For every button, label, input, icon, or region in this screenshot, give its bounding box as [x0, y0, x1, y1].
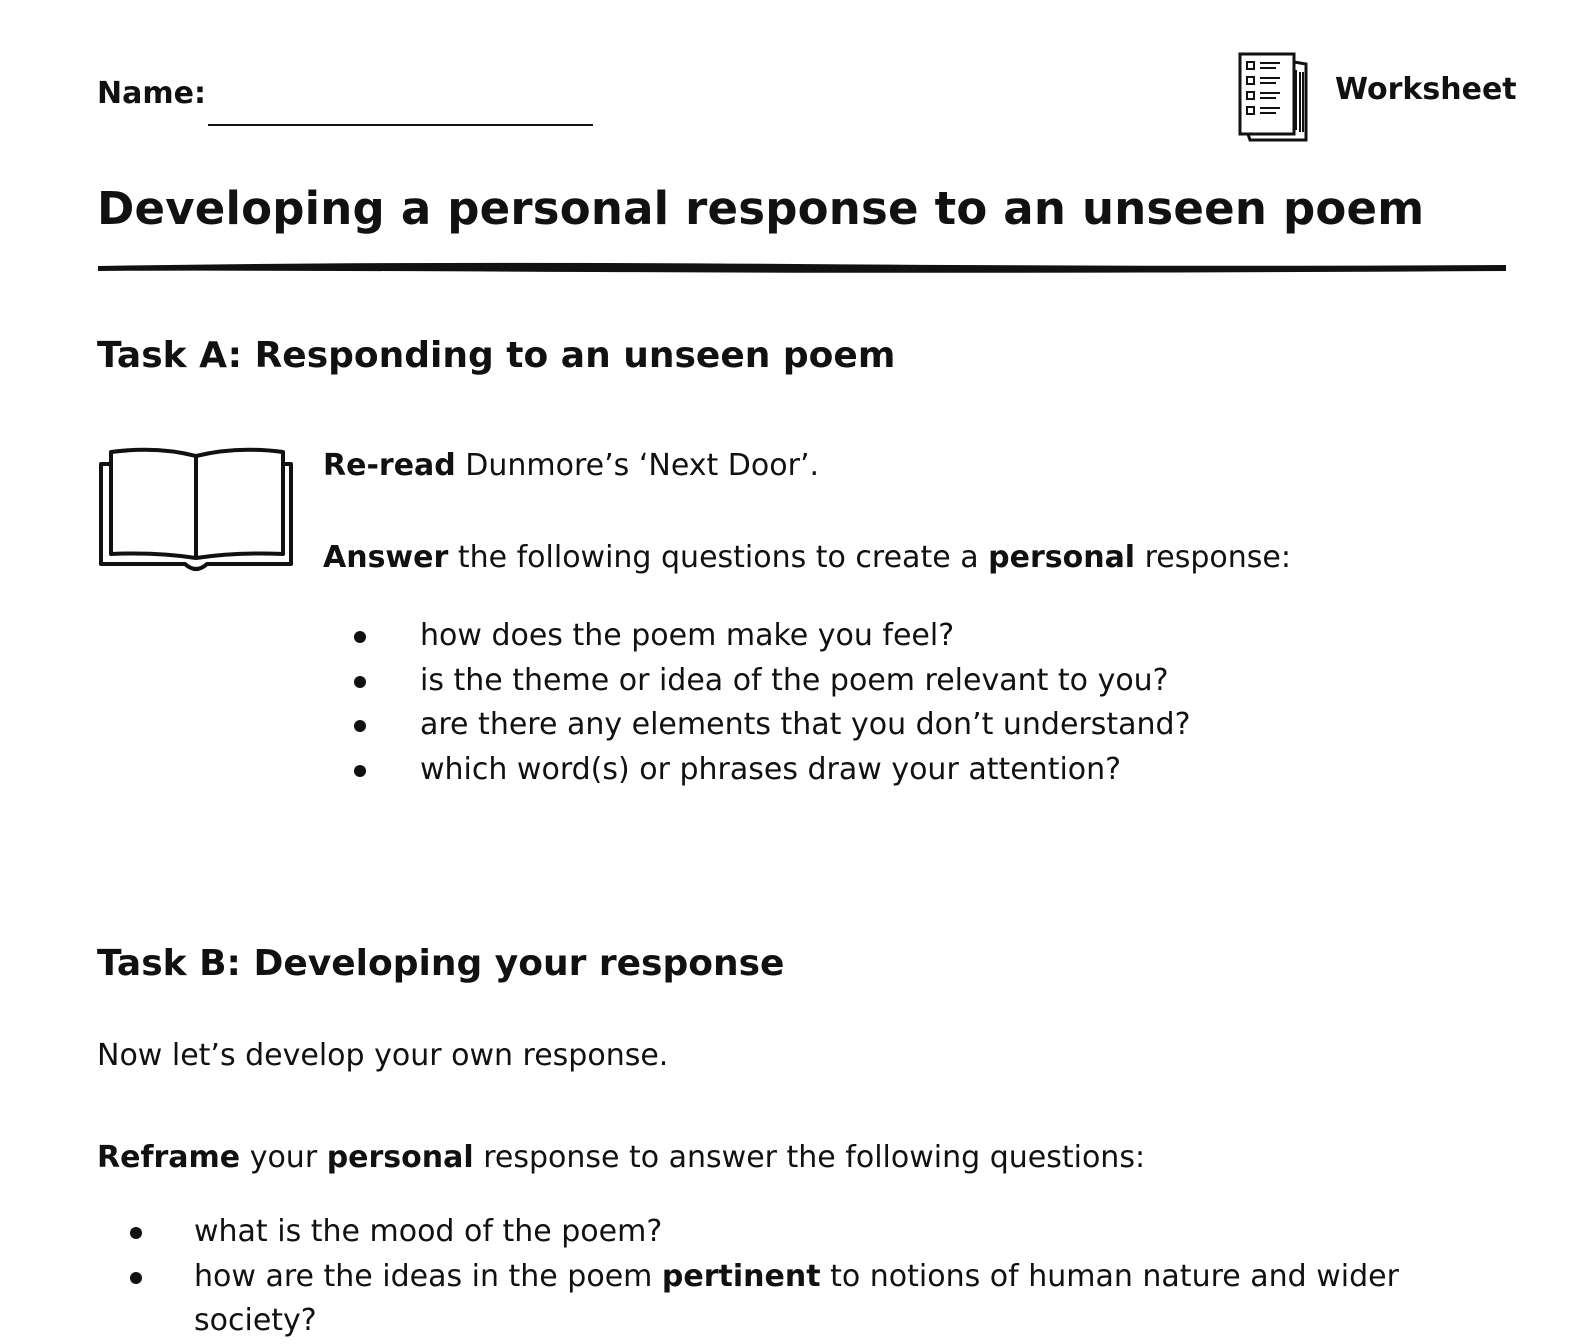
name-label: Name: [97, 76, 206, 111]
list-item: are there any elements that you don’t understand? [420, 703, 1191, 748]
bullet-icon [130, 1272, 142, 1284]
open-book-icon [97, 444, 295, 576]
reframe-instruction: Reframe your personal response to answer the following questions: [97, 1140, 1146, 1175]
task-a-heading: Task A: Responding to an unseen poem [97, 335, 896, 376]
task-b-questions [194, 1210, 1444, 1344]
bullet-icon [130, 1227, 142, 1239]
bullet-icon [354, 720, 366, 732]
worksheet-icon [1230, 46, 1314, 144]
list-item: which word(s) or phrases draw your attention? [420, 748, 1191, 793]
list-item: how does the poem make you feel? [420, 614, 1191, 659]
title-divider [96, 258, 1508, 278]
bullet-icon [354, 676, 366, 688]
task-b-heading: Task B: Developing your response [97, 943, 785, 984]
list-item: what is the mood of the poem? [194, 1210, 1444, 1255]
page-title: Developing a personal response to an unseen poem [97, 182, 1425, 235]
name-field[interactable] [208, 124, 593, 126]
bullet-icon [354, 631, 366, 643]
list-item: how are the ideas in the poem pertinent to notions of human nature and wider society? [194, 1255, 1444, 1344]
answer-instruction: Answer the following questions to create a personal response: [323, 540, 1291, 575]
reread-instruction: Re-read Dunmore’s ‘Next Door’. [323, 448, 820, 483]
worksheet-label: Worksheet [1335, 72, 1517, 107]
list-item: is the theme or idea of the poem relevant to you? [420, 659, 1191, 704]
task-b-intro: Now let’s develop your own response. [97, 1038, 669, 1073]
task-a-questions [420, 614, 1191, 792]
bullet-icon [354, 765, 366, 777]
